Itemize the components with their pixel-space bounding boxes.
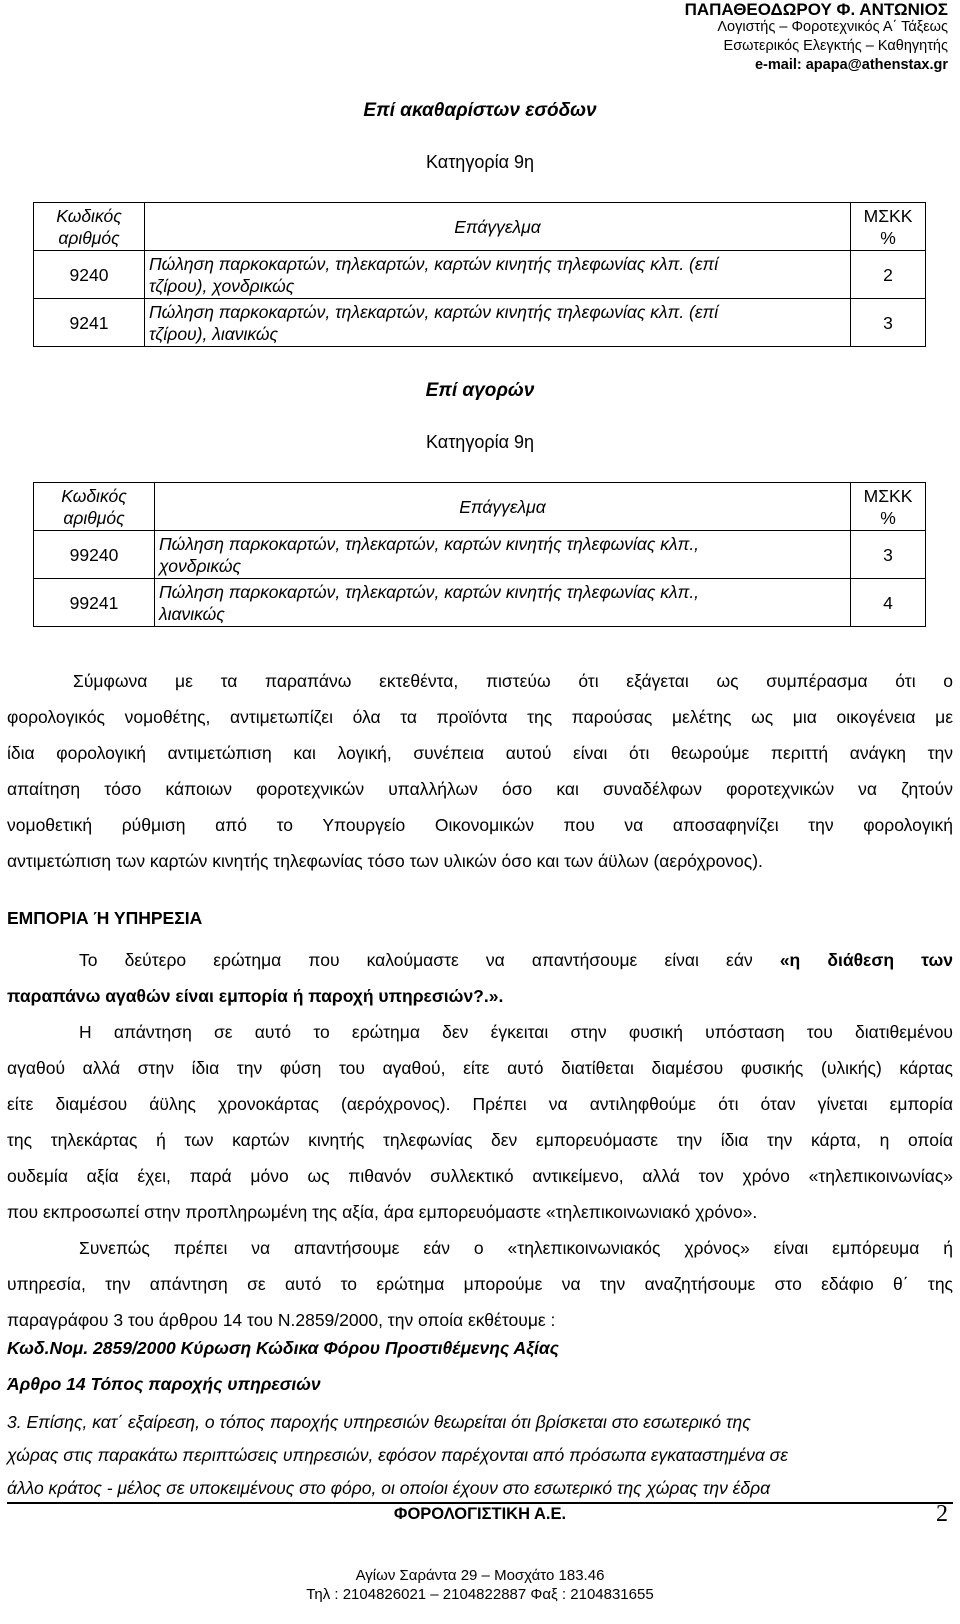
section-heading-purchases: Επί αγορών [425, 380, 535, 401]
col-header-rate: ΜΣΚΚ % [851, 203, 926, 251]
col-header-profession: Επάγγελμα [145, 203, 851, 251]
text-line: άλλο κράτος - μέλος σε υποκειμένους στο φόρο, οι οποίοι έχουν στο εσωτερικό της χώρας την έδρα [7, 1478, 771, 1498]
profession-line: λιανικώς [159, 603, 225, 624]
profession-line: τζίρου), χονδρικώς [149, 275, 295, 296]
col-header-code: Κωδικός αριθμός [34, 203, 145, 251]
text-line: υπηρεσία, την απάντηση σε αυτό το ερώτημα μπορούμε να την αναζητήσουμε στο εδάφιο θ΄ της [7, 1274, 953, 1294]
author-title: Λογιστής – Φοροτεχνικός Α΄ Τάξεως [717, 19, 948, 35]
footer-phones: Τηλ : 2104826021 – 2104822887 Φαξ : 2104831655 [306, 1586, 654, 1603]
table-row [34, 579, 926, 627]
footer-divider [7, 1502, 953, 1504]
table-row [34, 251, 926, 299]
followup-paragraph [7, 1230, 953, 1338]
col-header-profession: Επάγγελμα [155, 483, 851, 531]
text-line [7, 942, 953, 978]
profession-cell [155, 579, 851, 627]
category-label: Κατηγορία 9η [426, 152, 534, 172]
profession-cell [145, 299, 851, 347]
col-header-code: Κωδικός αριθμός [34, 483, 155, 531]
profession-line: Πώληση παρκοκαρτών, τηλεκαρτών, καρτών κινητής τηλεφωνίας κλπ., [159, 533, 700, 554]
table-row [34, 531, 926, 579]
answer-paragraph [7, 1014, 953, 1230]
author-name: ΠΑΠΑΘΕΟΔΩΡΟΥ Φ. ΑΝΤΩΝΙΟΣ [684, 0, 948, 19]
rates-table-purchases [33, 482, 926, 627]
question-paragraph [7, 942, 953, 1014]
profession-cell [155, 531, 851, 579]
text-line: νομοθετική ρύθμιση από το Υπουργείο Οικονομικών που να αποσαφηνίζει την φορολογική [7, 815, 953, 835]
footer-company: ΦΟΡΟΛΟΓΙΣΤΙΚΗ Α.Ε. [393, 1505, 567, 1523]
text-line: Συνεπώς πρέπει να απαντήσουμε εάν ο «τηλεπικοινωνιακός χρόνος» είναι εμπόρευμα ή [79, 1238, 953, 1258]
question-text: Το δεύτερο ερώτημα που καλούμαστε να απαντήσουμε είναι εάν [79, 950, 753, 970]
text-line: απαίτηση τόσο κάποιων φοροτεχνικών υπαλλήλων όσο και συναδέλφων φοροτεχνικών να ζητούν [7, 779, 953, 799]
author-email[interactable]: e-mail: apapa@athenstax.gr [754, 57, 948, 73]
question-bold: παραπάνω αγαθών είναι εμπορία ή παροχή υπηρεσιών?.». [7, 986, 504, 1006]
text-line: χώρας στις παρακάτω περιπτώσεις υπηρεσιών, εφόσον παρέχονται από πρόσωπα εγκαταστημένα σε [7, 1445, 788, 1465]
rate-cell: 3 [851, 531, 926, 579]
law-text [7, 1406, 953, 1505]
col-header-rate: ΜΣΚΚ % [851, 483, 926, 531]
conclusion-paragraph [7, 663, 953, 879]
category-label: Κατηγορία 9η [426, 432, 534, 452]
rates-table-gross-income [33, 202, 926, 347]
text-line: ίδια φορολογική αντιμετώπιση και λογική, συνέπεια αυτού είναι ότι θεωρούμε περιττή ανάγκη την [7, 743, 953, 763]
text-line [7, 978, 953, 1014]
text-line: παραγράφου 3 του άρθρου 14 του Ν.2859/2000, την οποία εκθέτουμε : [7, 1310, 556, 1330]
text-line: που εκπροσωπεί στην προπληρωμένη της αξία, άρα εμπορευόμαστε «τηλεπικοινωνιακό χρόνο». [7, 1202, 758, 1222]
profession-line: Πώληση παρκοκαρτών, τηλεκαρτών, καρτών κινητής τηλεφωνίας κλπ. (επί [149, 301, 719, 322]
text-line: Σύμφωνα με τα παραπάνω εκτεθέντα, πιστεύω ότι εξάγεται ως συμπέρασμα ότι ο [73, 671, 953, 691]
text-line: της τηλεκάρτας ή των καρτών κινητής τηλεφωνίας δεν εμπορευόμαστε την ίδια την κάρτα, η οποία [7, 1130, 953, 1150]
profession-line: Πώληση παρκοκαρτών, τηλεκαρτών, καρτών κινητής τηλεφωνίας κλπ. (επί [149, 253, 719, 274]
law-article: Άρθρο 14 Τόπος παροχής υπηρεσιών [7, 1374, 321, 1394]
rate-cell: 4 [851, 579, 926, 627]
question-bold: «η διάθεση των [779, 950, 953, 970]
text-line: Η απάντηση σε αυτό το ερώτημα δεν έγκειται στην φυσική υπόσταση του διατιθεμένου [79, 1022, 953, 1042]
page-number: 2 [936, 1501, 948, 1527]
text-line: αγαθού αλλά στην ίδια την φύση του αγαθού, είτε αυτό διατίθεται διαμέσου φυσικής (υλικής) κάρτας [7, 1058, 953, 1078]
code-cell: 9240 [34, 251, 145, 299]
text-line: 3. Επίσης, κατ΄ εξαίρεση, ο τόπος παροχής υπηρεσιών θεωρείται ότι βρίσκεται στο εσωτερικό της [7, 1412, 751, 1432]
profession-line: χονδρικώς [159, 555, 242, 576]
text-line: ουδεμία αξία έχει, παρά μόνο ως πιθανόν συλλεκτικό αντικείμενο, αλλά τον χρόνο «τηλεπικοινωνίας» [7, 1166, 953, 1186]
text-line: φορολογικός νομοθέτης, αντιμετωπίζει όλα τα προϊόντα της παρούσας μελέτης ως μια οικογένεια με [7, 707, 953, 727]
footer-address: Αγίων Σαράντα 29 – Μοσχάτο 183.46 [355, 1567, 605, 1584]
profession-line: τζίρου), λιανικώς [149, 323, 279, 344]
author-role: Εσωτερικός Ελεγκτής – Καθηγητής [723, 38, 948, 54]
section-heading-trade-or-service: ΕΜΠΟΡΙΑ Ή ΥΠΗΡΕΣΙΑ [7, 908, 203, 928]
rate-cell: 2 [851, 251, 926, 299]
profession-line: Πώληση παρκοκαρτών, τηλεκαρτών, καρτών κινητής τηλεφωνίας κλπ., [159, 581, 700, 602]
text-line: αντιμετώπιση των καρτών κινητής τηλεφωνίας τόσο των υλικών όσο και των άϋλων (αερόχρονος). [7, 851, 763, 871]
code-cell: 99241 [34, 579, 155, 627]
table-row [34, 299, 926, 347]
code-cell: 99240 [34, 531, 155, 579]
law-title: Κωδ.Νομ. 2859/2000 Κύρωση Κώδικα Φόρου Προστιθέμενης Αξίας [7, 1338, 559, 1358]
code-cell: 9241 [34, 299, 145, 347]
profession-cell [145, 251, 851, 299]
rate-cell: 3 [851, 299, 926, 347]
section-heading-gross-income: Επί ακαθαρίστων εσόδων [363, 100, 597, 121]
text-line: είτε διαμέσου άϋλης χρονοκάρτας (αερόχρονος). Πρέπει να αντιληφθούμε ότι όταν γίνεται εμπορία [7, 1094, 953, 1114]
